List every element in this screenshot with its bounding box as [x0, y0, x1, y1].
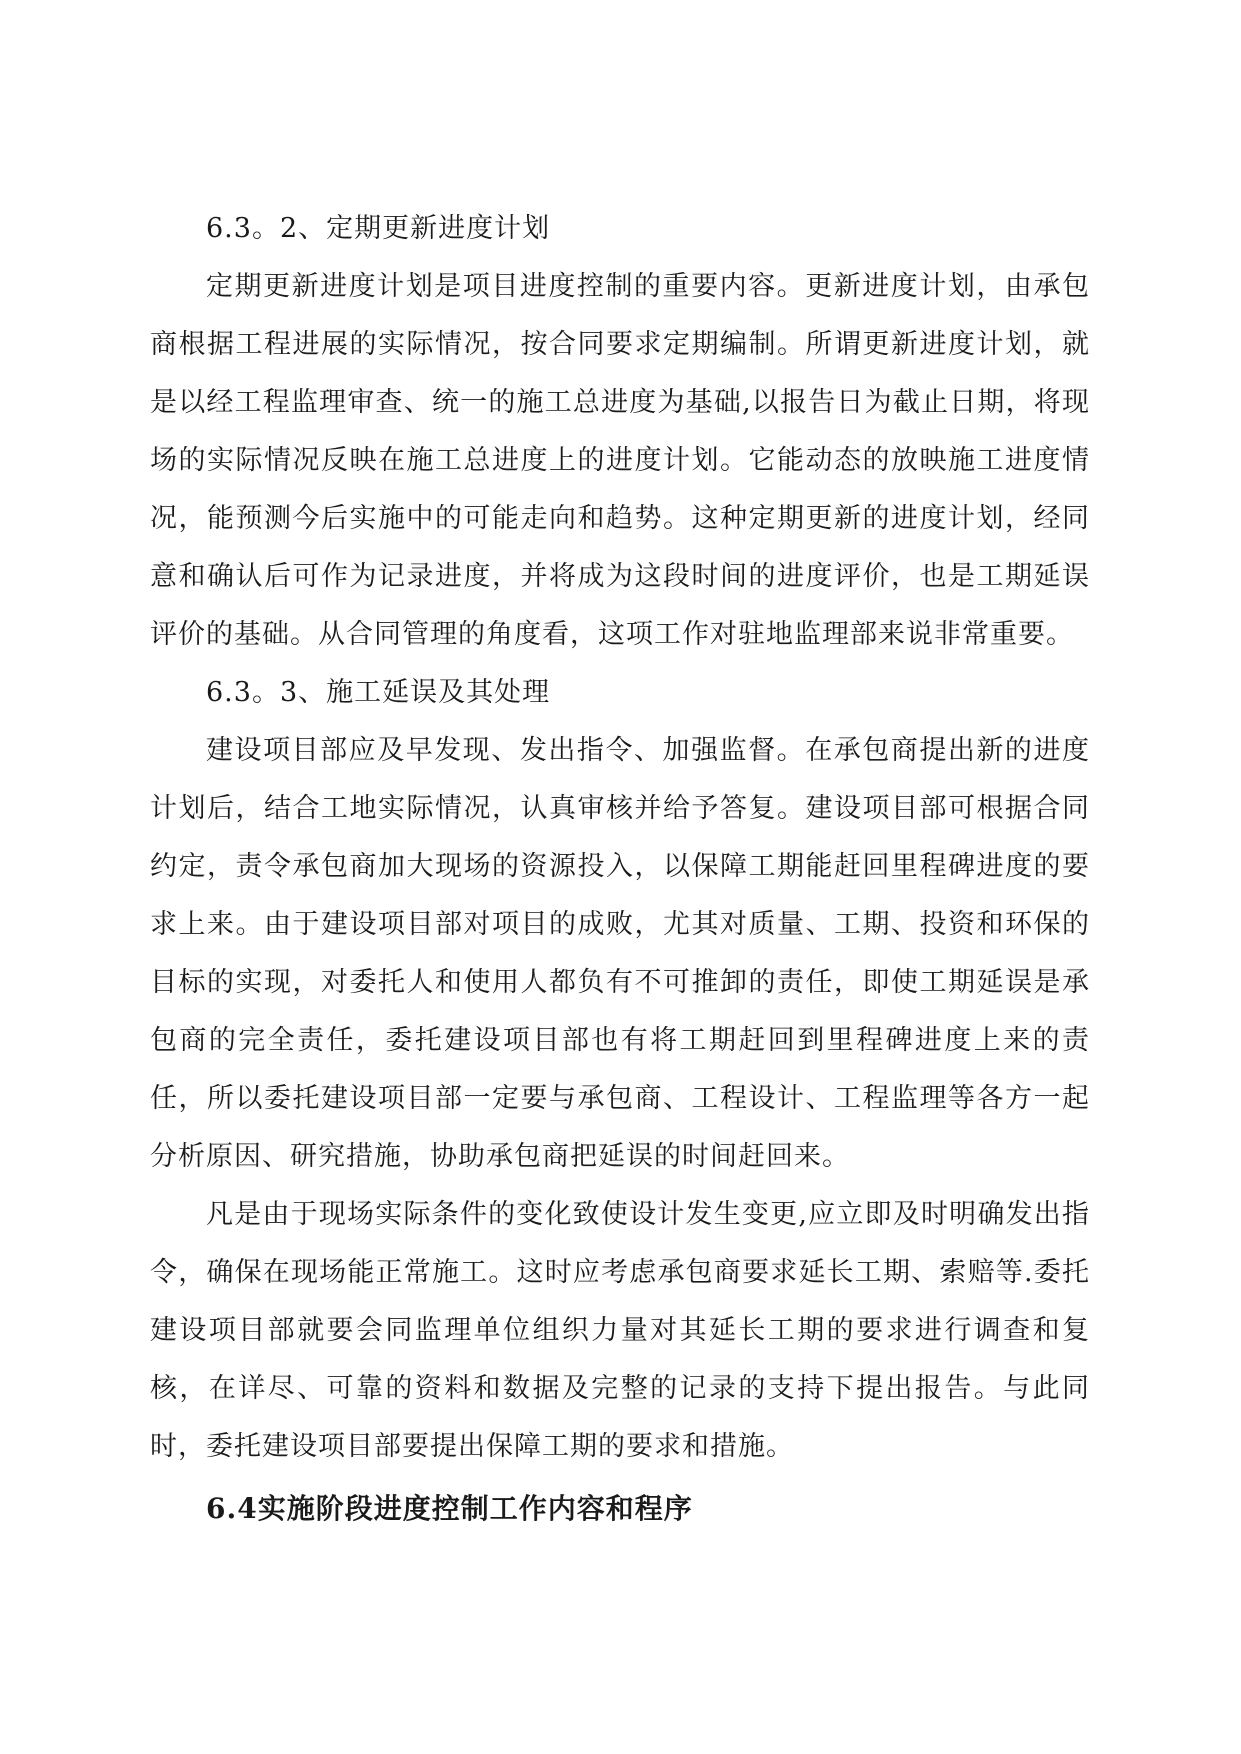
- section-heading-6-4: 6.4实施阶段进度控制工作内容和程序: [206, 1492, 693, 1525]
- document-page: [150, 200, 1090, 1538]
- paragraph: 建设项目部应及早发现、发出指令、加强监督。在承包商提出新的进度计划后，结合工地实际情况，认真审核并给予答复。建设项目部可根据合同约定，责令承包商加大现场的资源投入，以保障工期能赶回里程碑进度的要求上来。由于建设项目部对项目的成败，尤其对质量、工期、投资和环保的目标的实现，对委托人和使用人都负有不可推卸的责任，即使工期延误是承包商的完全责任，委托建设项目部也有将工期赶回到里程碑进度上来的责任，所以委托建设项目部一定要与承包商、工程设计、工程监理等各方一起分析原因、研究措施，协助承包商把延误的时间赶回来。: [150, 735, 1090, 1172]
- paragraph: 定期更新进度计划是项目进度控制的重要内容。更新进度计划，由承包商根据工程进展的实际情况，按合同要求定期编制。所谓更新进度计划，就是以经工程监理审查、统一的施工总进度为基础,以报告日为截止日期，将现场的实际情况反映在施工总进度上的进度计划。它能动态的放映施工进度情况，能预测今后实施中的可能走向和趋势。这种定期更新的进度计划，经同意和确认后可作为记录进度，并将成为这段时间的进度评价，也是工期延误评价的基础。从合同管理的角度看，这项工作对驻地监理部来说非常重要。: [150, 271, 1090, 650]
- paragraph: 凡是由于现场实际条件的变化致使设计发生变更,应立即及时明确发出指令，确保在现场能正常施工。这时应考虑承包商要求延长工期、索赔等.委托建设项目部就要会同监理单位组织力量对其延长工期的要求进行调查和复核，在详尽、可靠的资料和数据及完整的记录的支持下提出报告。与此同时，委托建设项目部要提出保障工期的要求和措施。: [150, 1199, 1090, 1462]
- section-heading-6-3-3: 6.3。3、施工延误及其处理: [206, 677, 551, 708]
- section-heading-6-3-2: 6.3。2、定期更新进度计划: [206, 213, 551, 244]
